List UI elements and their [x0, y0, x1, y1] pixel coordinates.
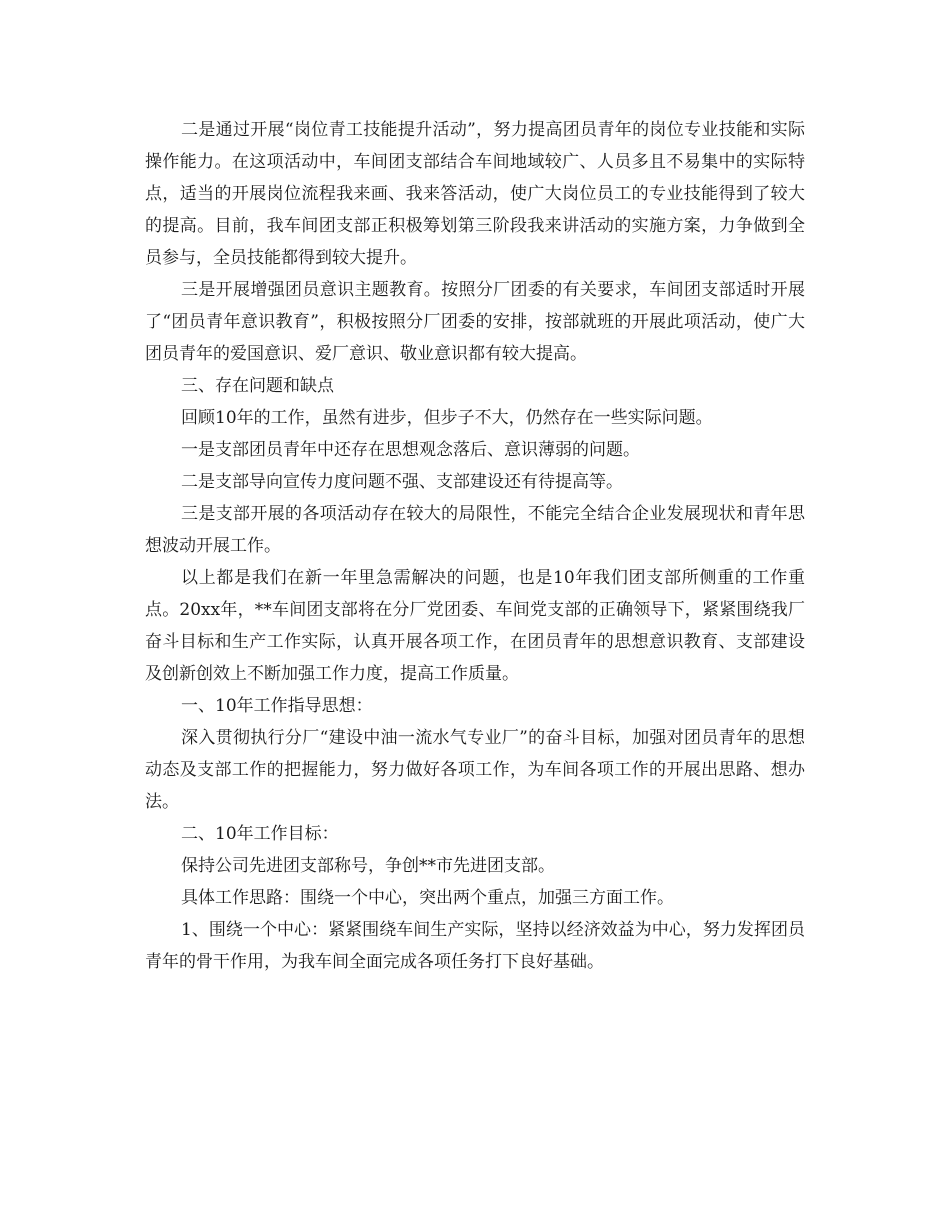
- paragraph: 回顾10年的工作，虽然有进步，但步子不大，仍然存在一些实际问题。: [181, 408, 713, 428]
- paragraph: 1、围绕一个中心：紧紧围绕车间生产实际，坚持以经济效益为中心，努力发挥团员青年的骨干作用，为我车间全面完成各项任务打下良好基础。: [145, 920, 805, 972]
- paragraph: 三是开展增强团员意识主题教育。按照分厂团委的有关要求，车间团支部适时开展了“团员青年意识教育”，积极按照分厂团委的安排，按部就班的开展此项活动，使广大团员青年的爱国意识、爱厂意识、敬业意识都有较大提高。: [145, 280, 805, 364]
- paragraph: 保持公司先进团支部称号，争创**市先进团支部。: [181, 856, 555, 876]
- paragraph: 二是通过开展“岗位青工技能提升活动”，努力提高团员青年的岗位专业技能和实际操作能力。在这项活动中，车间团支部结合车间地域较广、人员多且不易集中的实际特点，适当的开展岗位流程我来画、我来答活动，使广大岗位员工的专业技能得到了较大的提高。目前，我车间团支部正积极筹划第三阶段我来讲活动的实施方案，力争做到全员参与，全员技能都得到较大提升。: [145, 120, 805, 268]
- section-heading: 三、存在问题和缺点: [181, 376, 334, 396]
- paragraph: 二是支部导向宣传力度问题不强、支部建设还有待提高等。: [181, 472, 623, 492]
- section-heading: 一、10年工作指导思想：: [181, 696, 373, 716]
- paragraph: 具体工作思路：围绕一个中心，突出两个重点，加强三方面工作。: [181, 888, 674, 908]
- section-heading: 二、10年工作目标：: [181, 824, 339, 844]
- paragraph: 深入贯彻执行分厂“建设中油一流水气专业厂”的奋斗目标，加强对团员青年的思想动态及支部工作的把握能力，努力做好各项工作，为车间各项工作的开展出思路、想办法。: [145, 728, 805, 812]
- paragraph: 三是支部开展的各项活动存在较大的局限性，不能完全结合企业发展现状和青年思想波动开展工作。: [145, 504, 805, 556]
- paragraph: 以上都是我们在新一年里急需解决的问题，也是10年我们团支部所侧重的工作重点。20xx年，**车间团支部将在分厂党团委、车间党支部的正确领导下，紧紧围绕我厂奋斗目标和生产工作实际，认真开展各项工作，在团员青年的思想意识教育、支部建设及创新创效上不断加强工作力度，提高工作质量。: [145, 568, 805, 684]
- document-body: [145, 114, 805, 978]
- paragraph: 一是支部团员青年中还存在思想观念落后、意识薄弱的问题。: [181, 440, 640, 460]
